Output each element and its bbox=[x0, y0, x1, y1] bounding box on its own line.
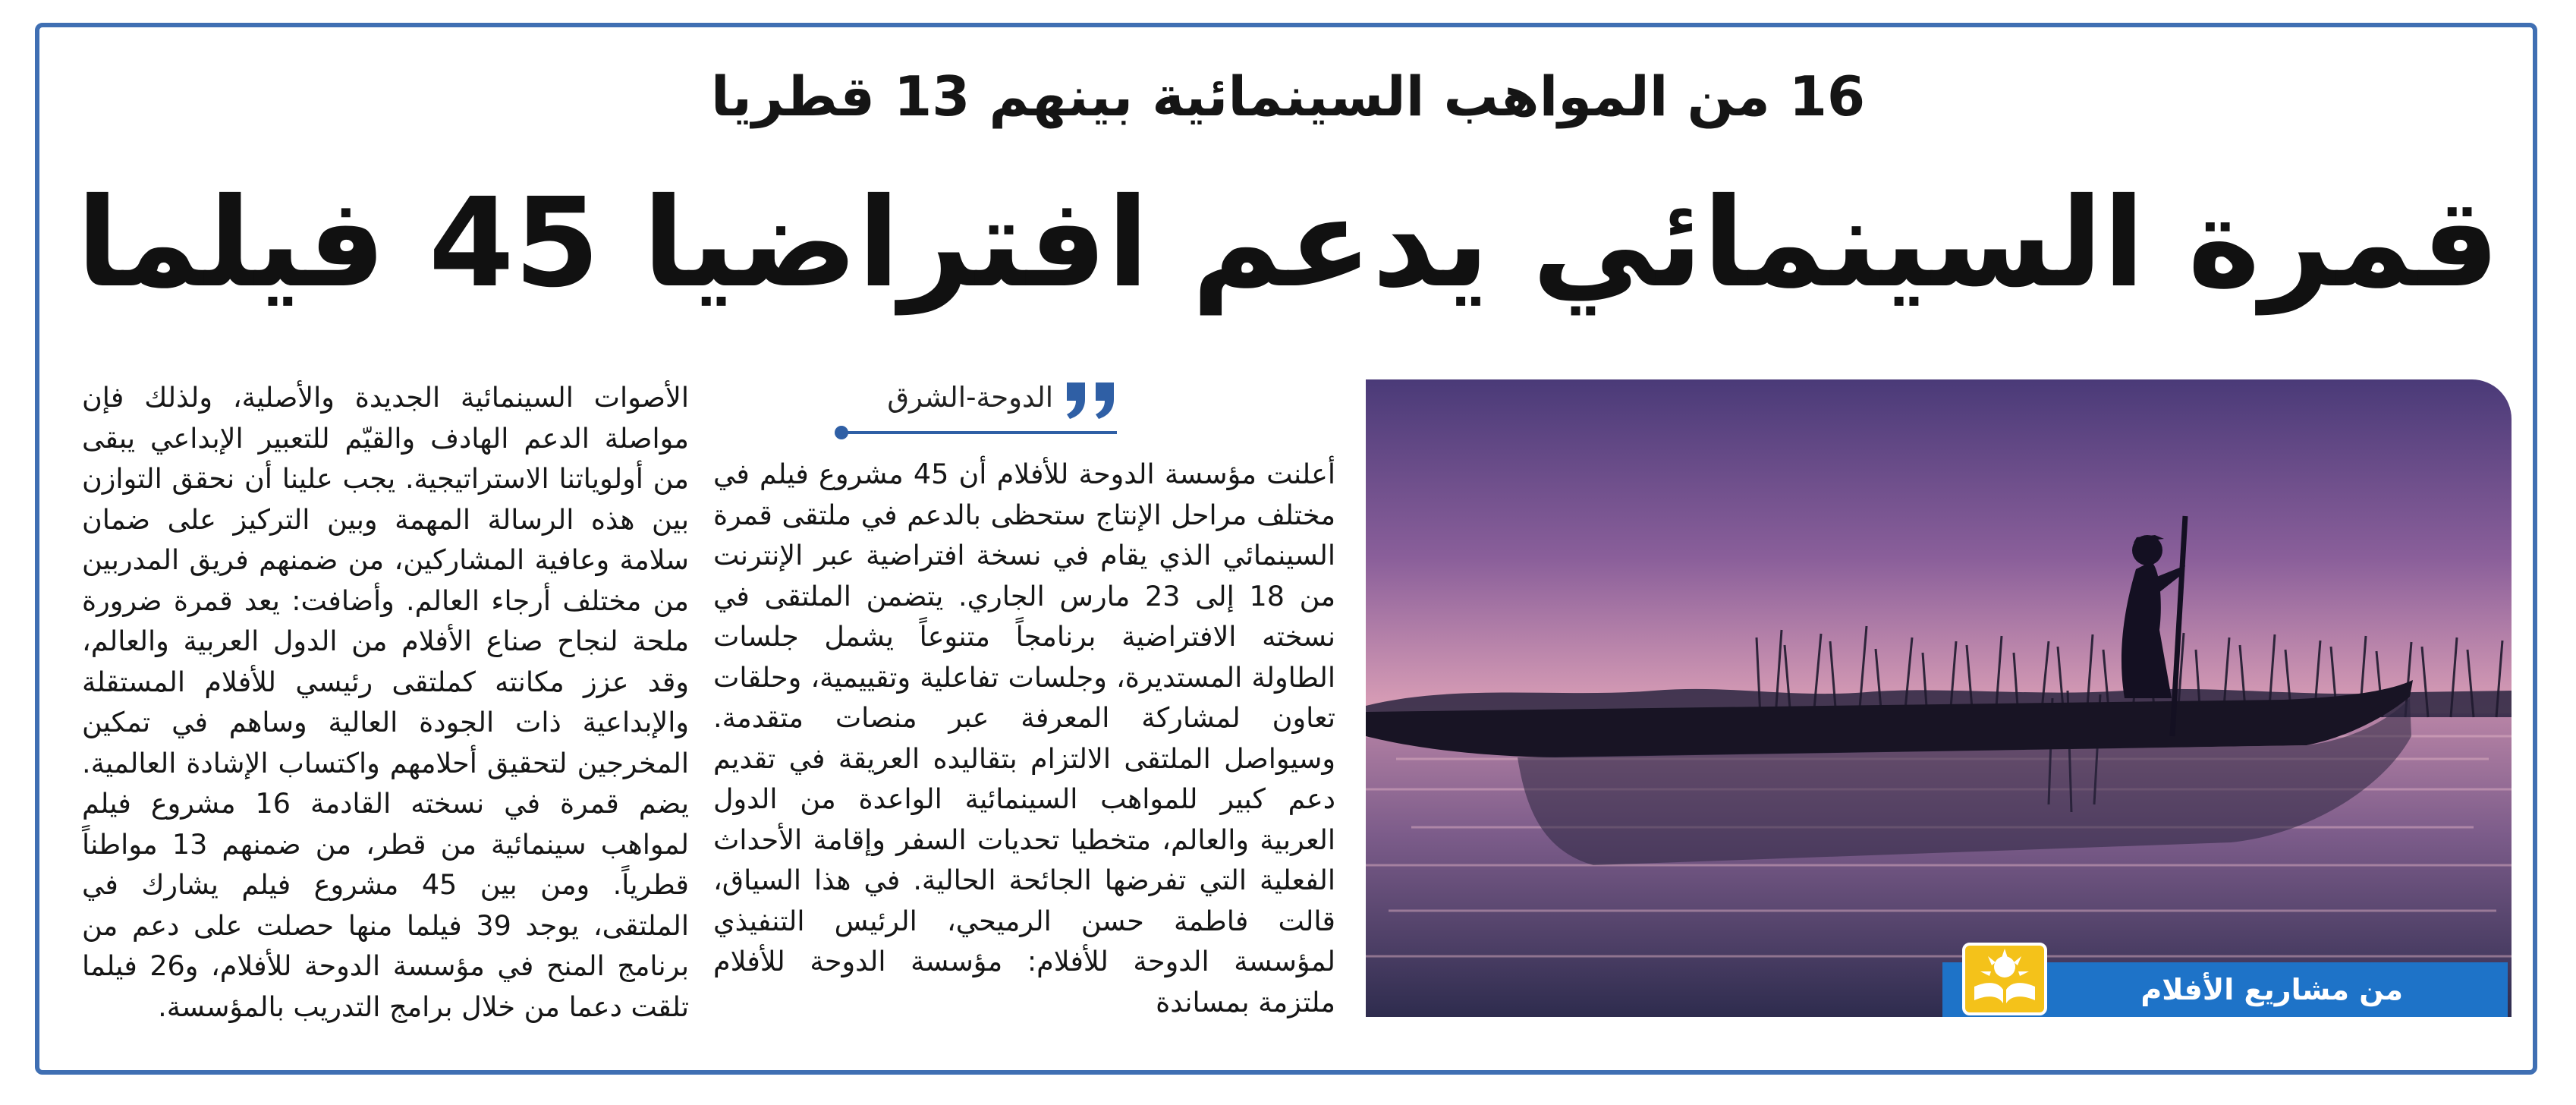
dateline-dot bbox=[835, 426, 848, 439]
photo-caption: من مشاريع الأفلام bbox=[2140, 973, 2403, 1006]
article-body-column-left: الأصوات السينمائية الجديدة والأصلية، ولذلك فإن مواصلة الدعم الهادف والقيّم للتعبير الإبداعي يبقى من أولوياتنا الاستراتيجية. يجب علينا أن نحقق التوازن بين هذه الرسالة المهمة وبين التركيز على ضمان سلامة وعافية المشاركين، من ضمنهم فريق المدربين من مختلف أرجاء العالم. وأضافت: يعد قمرة ضرورة ملحة لنجاح صناع الأفلام من الدول العربية والعالم، وقد عزز مكانته كملتقى رئيسي للأفلام المستقلة والإبداعية ذات الجودة العالية وساهم في تمكين المخرجين لتحقيق أحلامهم واكتساب الإشادة العالمية. يضم قمرة في نسخته القادمة 16 مشروع فيلم لمواهب سينمائية من قطر، من ضمنهم 13 مواطناً قطرياً. ومن بين 45 مشروع فيلم يشارك في الملتقى، يوجد 39 فيلما منها حصلت على دعم من برنامج المنح في مؤسسة الدوحة للأفلام، و26 فيلما تلقت دعما من خلال برامج التدريب بالمؤسسة. bbox=[82, 381, 690, 1023]
article-subheadline: 16 من المواهب السينمائية بينهم 13 قطريا bbox=[710, 65, 1866, 128]
dateline-text: الدوحة-الشرق bbox=[887, 381, 1053, 414]
article-dateline bbox=[835, 376, 1123, 437]
article-photo bbox=[1366, 379, 2512, 1017]
article-body-column-right: أعلنت مؤسسة الدوحة للأفلام أن 45 مشروع فيلم في مختلف مراحل الإنتاج ستحظى بالدعم في ملتقى قمرة السينمائي الذي يقام في نسخة افتراضية عبر الإنترنت من 18 إلى 23 مارس الجاري. يتضمن الملتقى في نسخته الافتراضية برنامجاً متنوعاً يشمل جلسات الطاولة المستديرة، وجلسات تفاعلية وتقييمية، وحلقات تعاون لمشاركة المعرفة عبر منصات متقدمة. وسيواصل الملتقى الالتزام بتقاليده العريقة في تقديم دعم كبير للمواهب السينمائية الواعدة من الدول العربية والعالم، متخطيا تحديات السفر وإقامة الأحداث الفعلية التي تفرضها الجائحة الحالية. في هذا السياق، قالت فاطمة حسن الرميحي، الرئيس التنفيذي لمؤسسة الدوحة للأفلام: مؤسسة الدوحة للأفلام ملتزمة بمساندة bbox=[713, 458, 1335, 1018]
article-headline: قمرة السينمائي يدعم افتراضيا 45 فيلما bbox=[76, 172, 2500, 315]
dateline-rule bbox=[842, 431, 1117, 434]
quote-icon bbox=[1062, 376, 1123, 422]
book-icon bbox=[1958, 941, 2052, 1017]
